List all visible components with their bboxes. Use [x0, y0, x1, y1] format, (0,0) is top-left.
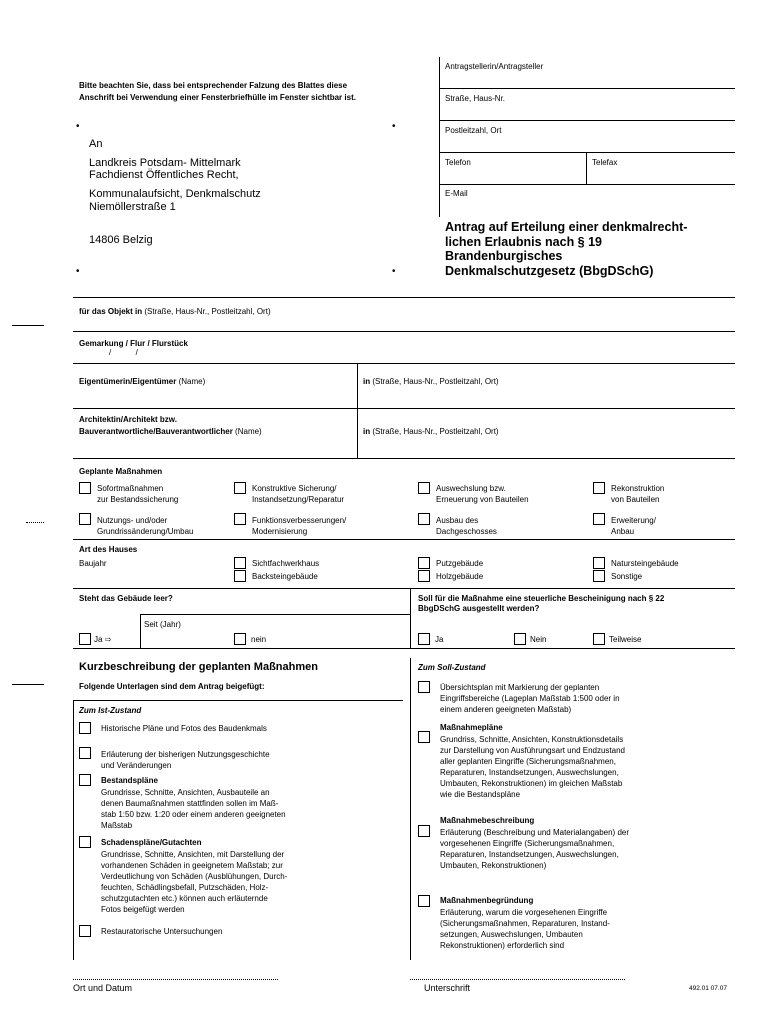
architect-label-1: Architektin/Architekt bzw. [79, 415, 177, 424]
applicant-name-field[interactable]: Antragstellerin/Antragsteller [445, 62, 544, 71]
form-number: 492.01 07.07 [689, 985, 727, 992]
fold-mark-bottom [12, 684, 44, 685]
house-checkbox-naturstein[interactable] [593, 557, 605, 569]
form-title: Antrag auf Erteilung einer denkmalrecht- lichen Erlaubnis nach § 19 Brandenburgisches Denkmalschutzgesetz (BbgDSchG) [445, 220, 688, 278]
fold-note-2: Anschrift bei Verwendung einer Fensterbriefhülle im Fenster sichtbar ist. [79, 93, 356, 102]
recipient-line-5: 14806 Belzig [89, 234, 153, 246]
vacant-no-label: nein [251, 635, 267, 644]
recipient-line-3: Kommunalaufsicht, Denkmalschutz [89, 188, 261, 200]
house-label-fachwerk: Sichtfachwerkhaus [252, 559, 320, 568]
gemarkung-field[interactable]: Gemarkung / Flur / Flurstück [79, 339, 188, 348]
house-checkbox-holz[interactable] [418, 570, 430, 582]
tax-no-label: Nein [530, 635, 547, 644]
house-checkbox-backstein[interactable] [234, 570, 246, 582]
soll-label-overview: Übersichtsplan mit Markierung der geplanten Eingriffsbereiche (Lageplan Maßstab 1:500 oder in einem anderen geeigneten Maßstab) [440, 683, 620, 714]
ist-title-inventory-plans: Bestandspläne [101, 776, 158, 785]
ist-label-inventory-plans: Grundrisse, Schnitte, Ansichten, Ausbauteile an denen Baumaßnahmen stattfinden sollen im Maß- stab 1:50 bzw. 1:20 oder einem anderen geeigneten Maßstab [101, 788, 286, 830]
ist-checkbox-restoration[interactable] [79, 925, 91, 937]
punch-mark [26, 522, 44, 523]
year-built-field[interactable]: Baujahr [79, 559, 107, 568]
ist-checkbox-damage-plans[interactable] [79, 836, 91, 848]
soll-checkbox-measure-justification[interactable] [418, 895, 430, 907]
fax-field[interactable]: Telefax [592, 158, 618, 167]
soll-checkbox-overview[interactable] [418, 681, 430, 693]
measure-checkbox-konstruktiv[interactable] [234, 482, 246, 494]
tax-partial-label: Teilweise [609, 635, 642, 644]
measure-checkbox-ausbau[interactable] [418, 513, 430, 525]
tax-question: Soll für die Maßnahme eine steuerliche Bescheinigung nach § 22 BbgDSchG ausgestellt werden? [418, 594, 665, 613]
measure-label-ausbau: Ausbau des Dachgeschosses [436, 516, 497, 536]
measure-label-konstruktiv: Konstruktive Sicherung/ Instandsetzung/Reparatur [252, 484, 345, 504]
measures-heading: Geplante Maßnahmen [79, 467, 163, 476]
measure-checkbox-sofort[interactable] [79, 482, 91, 494]
measure-label-rekonstruktion: Rekonstruktion von Bauteilen [611, 484, 665, 504]
owner-address-field[interactable]: in (Straße, Haus-Nr., Postleitzahl, Ort) [363, 377, 499, 386]
signature-line[interactable] [410, 979, 625, 980]
phone-field[interactable]: Telefon [445, 158, 471, 167]
street-field[interactable]: Straße, Haus-Nr. [445, 94, 506, 103]
email-field[interactable]: E-Mail [445, 189, 468, 198]
ist-checkbox-inventory-plans[interactable] [79, 774, 91, 786]
architect-address-field[interactable]: in (Straße, Haus-Nr., Postleitzahl, Ort) [363, 427, 499, 436]
recipient-an: An [89, 138, 103, 150]
place-date-line[interactable] [73, 979, 278, 980]
ist-heading: Zum Ist-Zustand [79, 706, 142, 715]
house-checkbox-sonstige[interactable] [593, 570, 605, 582]
object-field[interactable]: für das Objekt in (Straße, Haus-Nr., Postleitzahl, Ort) [79, 307, 271, 316]
soll-title-measure-description: Maßnahmebeschreibung [440, 816, 535, 825]
soll-label-measure-plans: Grundriss, Schnitte, Ansichten, Konstruktionsdetails zur Darstellung von Ausführungsart und Endzustand aller geplanten Eingriffe (Sicherungsmaßnahmen, Reparaturen, Instandsetzungen, Auswechslungen, Umbauten, Rekonstruktionen) im gleichen Maßstab wie die Bestandspläne [440, 735, 626, 799]
postal-city-field[interactable]: Postleitzahl, Ort [445, 126, 502, 135]
measure-checkbox-funktion[interactable] [234, 513, 246, 525]
tax-yes-label: Ja [435, 635, 444, 644]
ist-title-damage-plans: Schadenspläne/Gutachten [101, 838, 202, 847]
owner-name-field[interactable]: Eigentümerin/Eigentümer (Name) [79, 377, 206, 386]
measure-checkbox-erweiterung[interactable] [593, 513, 605, 525]
vacant-no-checkbox[interactable] [234, 633, 246, 645]
house-label-naturstein: Natursteingebäude [611, 559, 679, 568]
vacant-yes-checkbox[interactable] [79, 633, 91, 645]
soll-checkbox-measure-plans[interactable] [418, 731, 430, 743]
measure-label-auswechslung: Auswechslung bzw. Erneuerung von Bauteilen [436, 484, 529, 504]
attachments-note: Folgende Unterlagen sind dem Antrag beigefügt: [79, 682, 265, 691]
ist-label-usage-history: Erläuterung der bisherigen Nutzungsgeschichte und Veränderungen [101, 750, 270, 770]
ist-checkbox-historic[interactable] [79, 722, 91, 734]
ist-label-historic: Historische Pläne und Fotos des Baudenkmals [101, 724, 267, 733]
house-label-backstein: Backsteingebäude [252, 572, 318, 581]
fold-mark-top [12, 325, 44, 326]
tax-no-checkbox[interactable] [514, 633, 526, 645]
house-checkbox-fachwerk[interactable] [234, 557, 246, 569]
vacant-question: Steht das Gebäude leer? [79, 594, 173, 603]
fold-note-1: Bitte beachten Sie, dass bei entsprechender Falzung des Blattes diese [79, 81, 348, 90]
measure-label-funktion: Funktionsverbesserungen/ Modernisierung [252, 516, 347, 536]
soll-label-measure-description: Erläuterung (Beschreibung und Materialangaben) der vorgesehenen Eingriffe (Sicherungsmaßnahmen, Reparaturen, Instandsetzungen, Auswechslungen, Umbauten, Rekonstruktionen) [440, 828, 630, 870]
ist-label-damage-plans: Grundrisse, Schnitte, Ansichten, mit Darstellung der vorhandenen Schäden in geeignetem Maßstab; zur Verdeutlichung von Schäden (Ausblühungen, Durch- feuchten, Schädlingsbefall, Putzschäden, Holz- schutzgutachten etc.) können auch erläuternde Fotos beigefügt werden [101, 850, 288, 914]
window-corner-mark: • [392, 266, 396, 277]
house-label-sonstige: Sonstige [611, 572, 643, 581]
tax-partial-checkbox[interactable] [593, 633, 605, 645]
window-corner-mark: • [76, 121, 80, 132]
house-checkbox-putz[interactable] [418, 557, 430, 569]
soll-checkbox-measure-description[interactable] [418, 825, 430, 837]
measure-label-sofort: Sofortmaßnahmen zur Bestandssicherung [97, 484, 179, 504]
soll-title-measure-justification: Maßnahmenbegründung [440, 896, 534, 905]
house-heading: Art des Hauses [79, 545, 138, 554]
place-date-label: Ort und Datum [73, 983, 133, 993]
ist-checkbox-usage-history[interactable] [79, 747, 91, 759]
recipient-line-2: Fachdienst Öffentliches Recht, [89, 169, 239, 181]
soll-heading: Zum Soll-Zustand [418, 663, 486, 672]
arrow-right-icon: ⇨ [104, 635, 112, 644]
recipient-line-4: Niemöllerstraße 1 [89, 201, 176, 213]
vacant-since-field[interactable]: Seit (Jahr) [144, 620, 181, 629]
measure-label-erweiterung: Erweiterung/ Anbau [611, 516, 656, 536]
architect-name-field[interactable]: Bauverantwortliche/Bauverantwortlicher (Name) [79, 427, 262, 436]
recipient-line-1: Landkreis Potsdam- Mittelmark [89, 157, 241, 169]
measure-checkbox-rekonstruktion[interactable] [593, 482, 605, 494]
measure-label-nutzung: Nutzungs- und/oder Grundrissänderung/Umbau [97, 516, 194, 536]
house-label-holz: Holzgebäude [436, 572, 484, 581]
signature-label: Unterschrift [424, 983, 471, 993]
measure-checkbox-auswechslung[interactable] [418, 482, 430, 494]
window-corner-mark: • [76, 266, 80, 277]
measure-checkbox-nutzung[interactable] [79, 513, 91, 525]
gemarkung-separators: / / [109, 348, 138, 357]
soll-title-measure-plans: Maßnahmepläne [440, 723, 503, 732]
house-label-putz: Putzgebäude [436, 559, 484, 568]
ist-label-restoration: Restauratorische Untersuchungen [101, 927, 223, 936]
tax-yes-checkbox[interactable] [418, 633, 430, 645]
summary-heading: Kurzbeschreibung der geplanten Maßnahmen [79, 661, 318, 673]
window-corner-mark: • [392, 121, 396, 132]
vacant-yes-label: Ja ⇨ [94, 635, 112, 644]
soll-label-measure-justification: Erläuterung, warum die vorgesehenen Eingriffe (Sicherungsmaßnahmen, Reparaturen, Instand- setzungen, Auswechslungen, Umbauten Rekonstruktionen) erforderlich sind [440, 908, 610, 950]
